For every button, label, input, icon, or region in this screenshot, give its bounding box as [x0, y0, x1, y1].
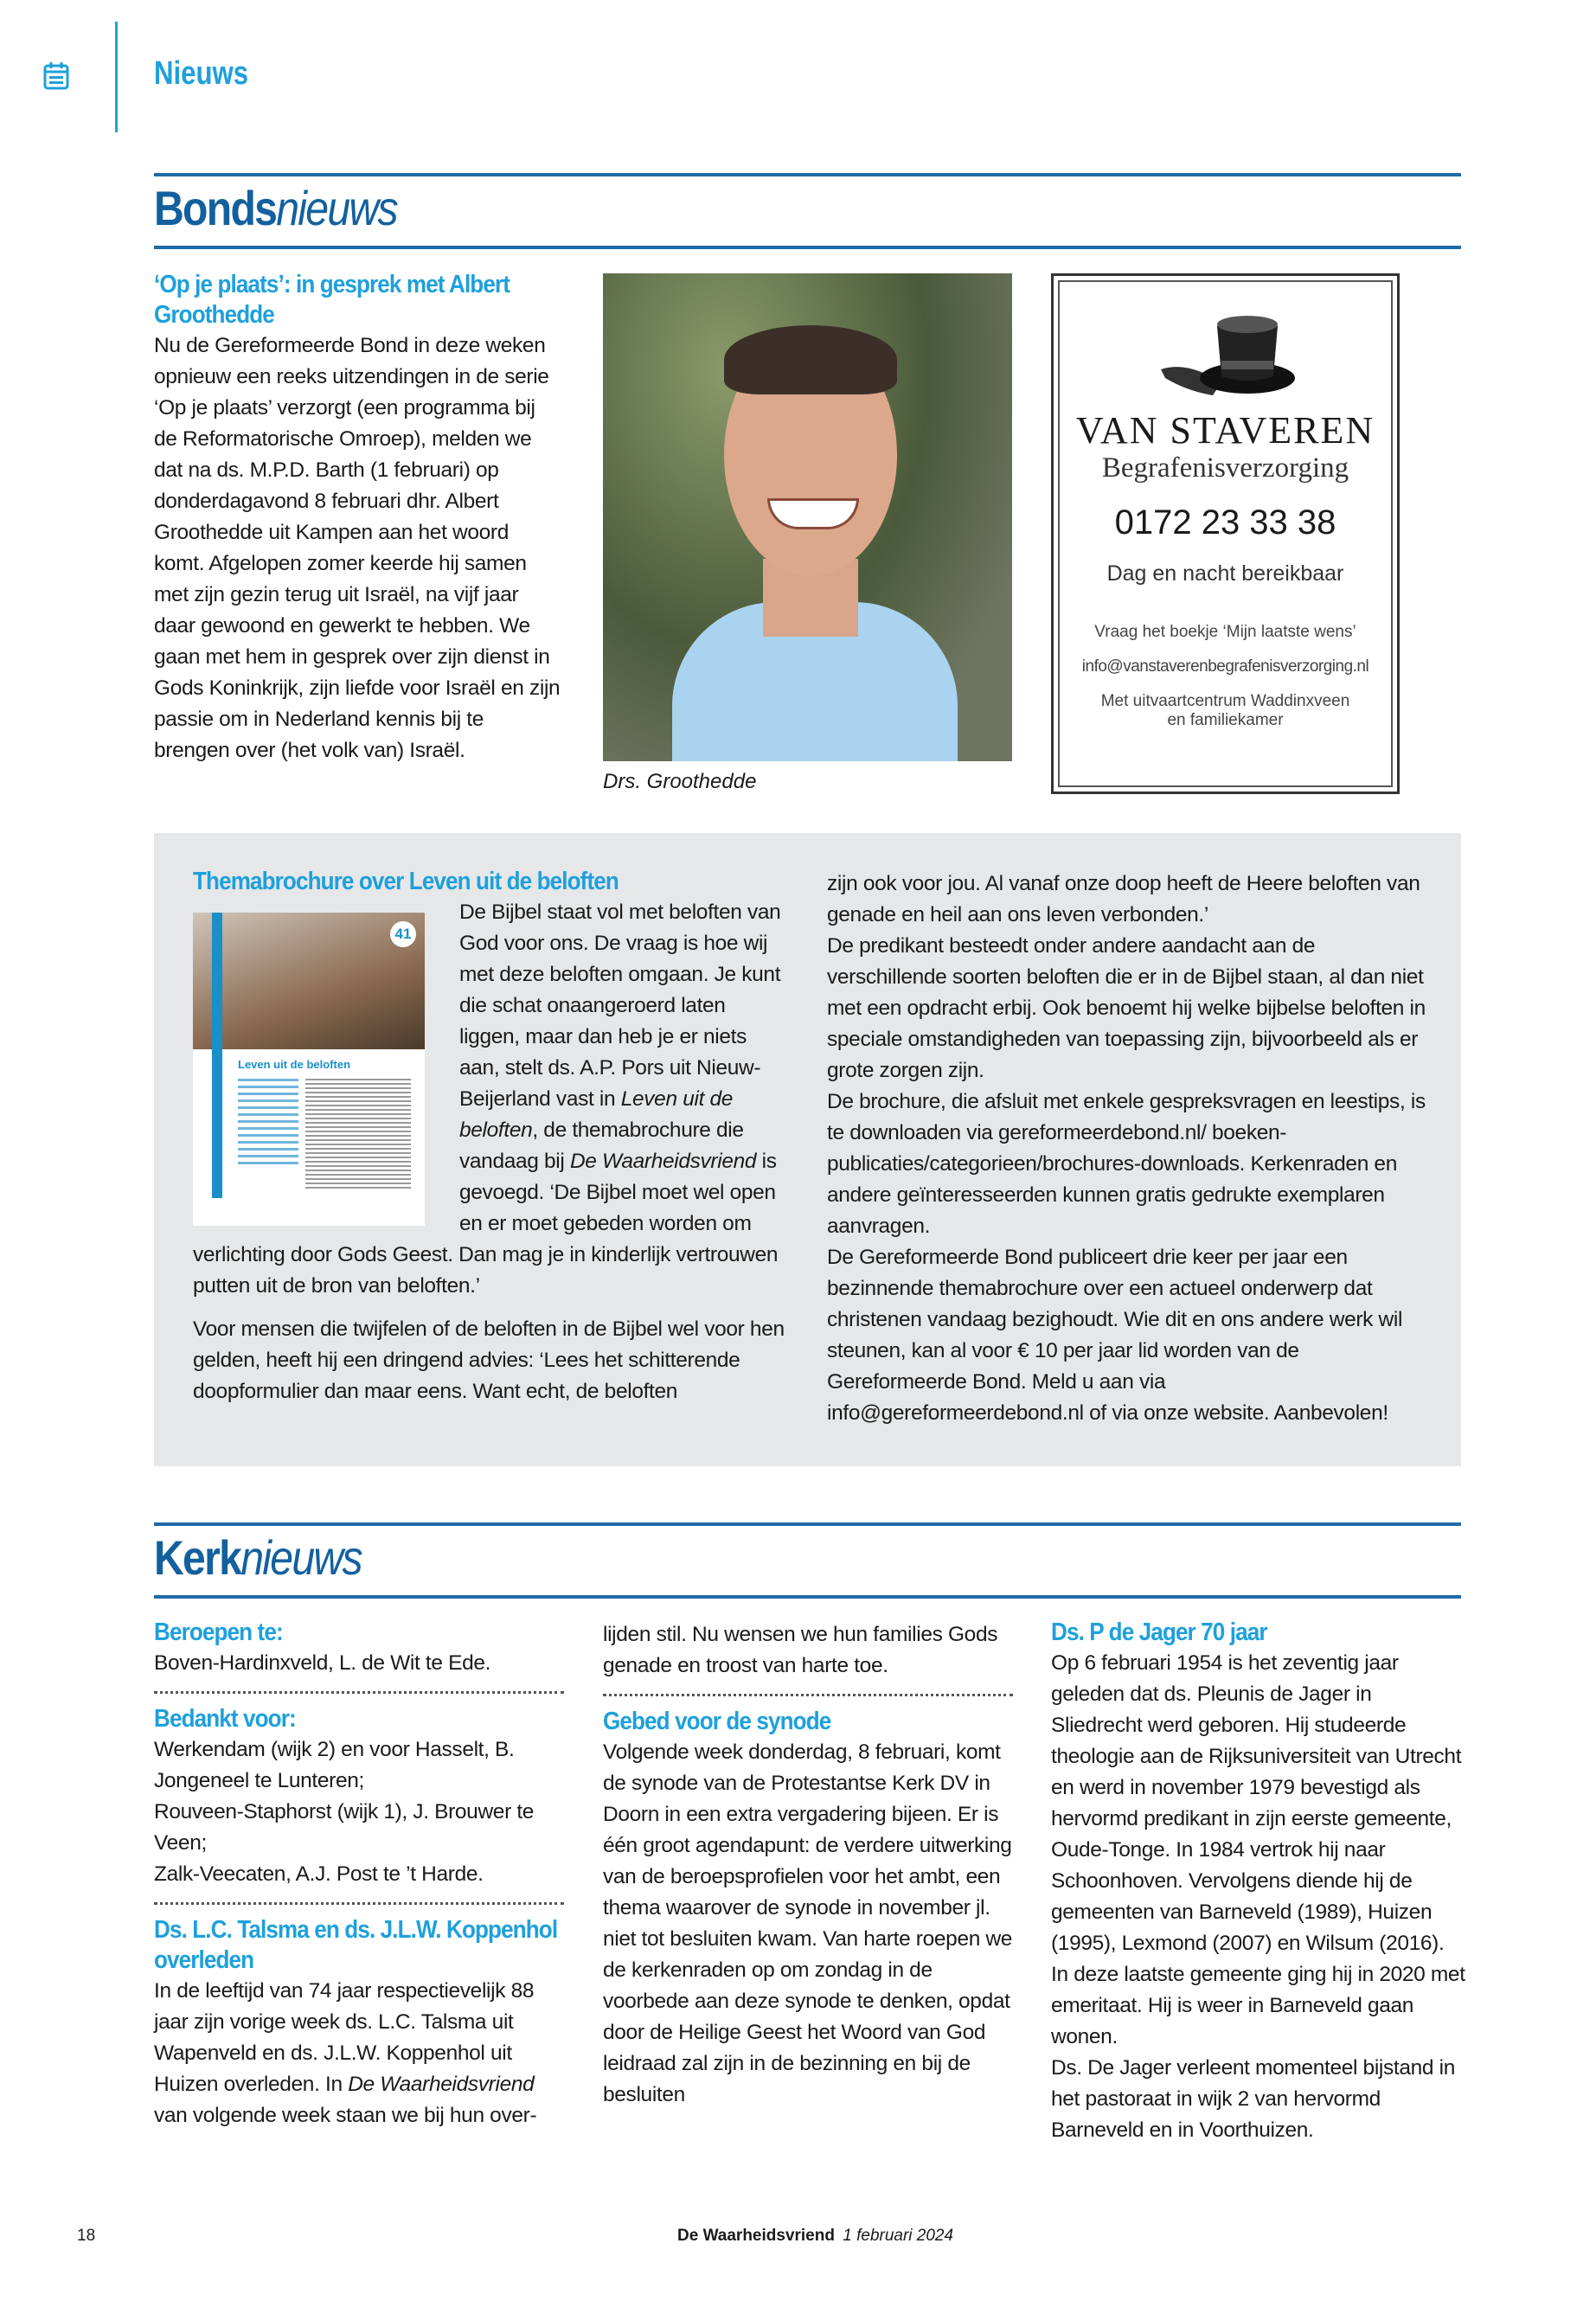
groothedde-photo [603, 273, 1012, 761]
thumb-title: Leven uit de beloften [238, 1058, 351, 1071]
header-divider [115, 22, 118, 132]
kerk-top-rule [154, 1522, 1461, 1526]
calendar-icon [43, 61, 69, 90]
section-title: Nieuws [154, 55, 249, 92]
box-right-3: De brochure, die afsluit met enkele gespreksvragen en leestips, is te downloaden via gereformeerdebond.nl/ boeken-publicaties/categorieen/brochures-downloads. Kerkenraden en andere geïnteresseerden kunnen gratis gedrukte exemplaren aanvragen. [827, 1090, 1426, 1238]
page-number: 18 [77, 2227, 96, 2245]
ad-booklet: Vraag het boekje ‘Mijn laatste wens’ [1094, 623, 1356, 641]
themabrochure-left [193, 867, 790, 1407]
divider [603, 1694, 1013, 1696]
brochure-title: Leven uit de beloften [459, 1087, 734, 1142]
photo-caption: Drs. Groothedde [603, 770, 757, 793]
beroepen-heading: Beroepen te: [154, 1618, 283, 1646]
ad-email: info@vanstaverenbegrafenisverzorging.nl [1081, 657, 1369, 676]
title-italic: nieuws [240, 1530, 362, 1585]
themabrochure-right [827, 868, 1427, 1429]
thumb-number: 41 [390, 921, 416, 947]
box-heading: Themabrochure over Leven uit de beloften [193, 868, 619, 895]
title-italic: nieuws [276, 181, 397, 235]
groothedde-article [154, 270, 561, 766]
synode-text: Volgende week donderdag, 8 februari, komt de synode van de Protestantse Kerk DV in Doorn in een extra vergadering bijeen. Er is één groot agendapunt: de verdere uitwerking van de beroepsprofielen voor het ambt, een thema waarover de synode in november jl. niet tot besluiten kwam. Van harte roepen we de kerkenraden op om zondag in de voorbede aan deze synode te denken, opdat door de Heilige Geest het Woord van God leidraad zal zijn in de bezinning en bij de besluiten [603, 1740, 1013, 2106]
title-bold: Bonds [154, 181, 277, 235]
kerk-col-2 [603, 1619, 1016, 2111]
divider [154, 1691, 564, 1694]
magazine-name: De Waarheidsvriend [677, 2227, 835, 2245]
kerknieuws-title [154, 1529, 362, 1586]
ad-centre-2: en familiekamer [1167, 711, 1284, 729]
magazine-title: De Waarheidsvriend [569, 1150, 757, 1173]
overleden-continued: lijden stil. Nu wensen we hun families Gods genade en troost van harte toe. [603, 1623, 998, 1677]
title-bold: Kerk [154, 1530, 241, 1585]
bedankt-heading: Bedankt voor: [154, 1705, 296, 1733]
jager-text-2: Ds. De Jager verleent momenteel bijstand in het pastoraat in wijk 2 van hervormd Barneveld en in Voorthuizen. [1051, 2056, 1456, 2142]
overleden-text [154, 1976, 567, 2131]
box-right-2: De predikant besteedt onder andere aandacht aan de verschillende soorten beloften die er in de Bijbel staan, al dan niet met een opdracht erbij. Ook benoemt hij welke bijbelse beloften in speciale omstandigheden van toepassing zijn, bijvoorbeeld als er grote zorgen zijn. [827, 934, 1426, 1082]
text: is gevoegd. ‘De Bijbel moet wel open en er moet gebeden worden om verlichting door Gods Geest. Dan mag je in kinderlijk vertrouwen putten uit de bron van beloften.’ [193, 1150, 779, 1298]
bondsnieuws-title [154, 180, 397, 236]
overleden-heading: Ds. L.C. Talsma en ds. J.L.W. Koppenhol overleden [154, 1916, 558, 1974]
bedankt-item: Werkendam (wijk 2) en voor Hasselt, B. Jongeneel te Lunteren; [154, 1738, 515, 1792]
kerk-col-3 [1051, 1618, 1466, 2146]
ad-centre: Met uitvaartcentrum Waddinxveen [1100, 692, 1350, 710]
ad-name: VAN STAVEREN [1075, 409, 1375, 452]
synode-heading: Gebed voor de synode [603, 1708, 831, 1735]
box-right-1: zijn ook voor jou. Al vanaf onze doop heeft de Heere beloften van genade en heil aan ons leven verbonden.’ [827, 872, 1420, 926]
footer-magazine [677, 2227, 953, 2246]
ad-phone: 0172 23 33 38 [1114, 503, 1336, 542]
ad-availability: Dag en nacht bereikbaar [1106, 561, 1344, 586]
jager-text-1: Op 6 februari 1954 is het zeventig jaar geleden dat ds. Pleunis de Jager in Sliedrecht werd geboren. Hij studeerde theologie aan de Rijksuniversiteit van Utrecht en werd in november 1979 bevestigd als hervormd predikant in zijn eerste gemeente, Oude-Tonge. In 1984 vertrok hij naar Schoonhoven. Vervolgens diende hij de gemeenten van Barneveld (1989), Huizen (1995), Lexmond (2007) en Wilsum (2016). In deze laatste gemeente ging hij in 2020 met emeritaat. Hij is weer in Barneveld gaan wonen. [1051, 1651, 1465, 2048]
text: , de themabrochure die vandaag bij [459, 1118, 744, 1173]
article-text: Nu de Gereformeerde Bond in deze weken opnieuw een reeks uitzendingen in de serie ‘Op je plaats’ verzorgt (een programma bij de Reformatorische Omroep), melden we dat na ds. M.P.D. Barth (1 februari) op donderdagavond 8 februari dhr. Albert Groothedde uit Kampen aan het woord komt. Afgelopen zomer keerde hij samen met zijn gezin terug uit Israël, na vijf jaar daar gewoond en gewerkt te hebben. We gaan met hem in gesprek over zijn dienst in Gods Koninkrijk, zijn liefde voor Israël en zijn passie om in Nederland kennis bij te brengen over (het volk van) Israël. [154, 334, 561, 762]
issue-date: 1 februari 2024 [843, 2227, 954, 2245]
box-paragraph-2: Voor mensen die twijfelen of de beloften in de Bijbel wel voor hen gelden, heeft hij een dringend advies: ‘Lees het schitterende doopformulier dan maar eens. Want echt, de beloften [193, 1317, 785, 1403]
text: De Bijbel staat vol met beloften van God voor ons. De vraag is hoe wij met deze beloften omgaan. Je kunt die schat onaangeroerd laten liggen, maar dan heb je er niets aan, stelt ds. A.P. Pors uit Nieuw-Beijerland vast in [459, 901, 781, 1111]
ad-subtitle: Begrafenisverzorging [1101, 452, 1349, 484]
beroepen-text: Boven-Hardinxveld, L. de Wit te Ede. [154, 1651, 491, 1675]
bedankt-item: Rouveen-Staphorst (wijk 1), J. Brouwer te Veen; [154, 1800, 535, 1855]
magazine-title: De Waarheidsvriend [348, 2073, 535, 2096]
divider [154, 1902, 564, 1905]
article-heading: ‘Op je plaats’: in gesprek met Albert Groothedde [154, 271, 510, 329]
text: van volgende week staan we bij hun over- [154, 2104, 537, 2127]
brochure-thumbnail[interactable] [193, 913, 425, 1226]
title-rule [154, 246, 1461, 249]
kerk-title-rule [154, 1595, 1461, 1599]
kerk-col-1 [154, 1618, 567, 2131]
jager-heading: Ds. P de Jager 70 jaar [1051, 1618, 1267, 1646]
top-rule [154, 173, 1461, 176]
text: In de leeftijd van 74 jaar respectievelijk 88 jaar zijn vorige week ds. L.C. Talsma uit Wapenveld en ds. J.L.W. Koppenhol uit Huizen overleden. In [154, 1979, 535, 2096]
van-staveren-ad[interactable] [1051, 273, 1400, 794]
box-right-4: De Gereformeerde Bond publiceert drie keer per jaar een bezinnende themabrochure over een actueel onderwerp dat christenen vandaag bezighoudt. Wie dit en ons andere werk wil steunen, kan al voor € 10 per jaar lid worden van de Gereformeerde Bond. Meld u aan via info@gereformeerdebond.nl of via onze website. Aanbevolen! [827, 1246, 1403, 1425]
bedankt-item: Zalk-Veecaten, A.J. Post te ’t Harde. [154, 1862, 484, 1886]
